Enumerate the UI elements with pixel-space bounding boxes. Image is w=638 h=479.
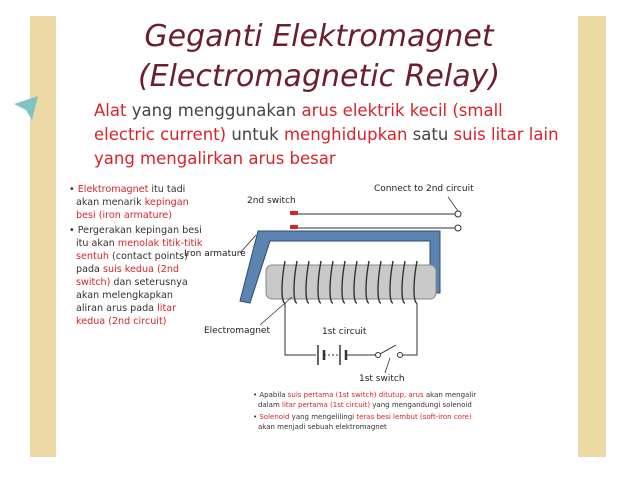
intro-text: suis litar lain yang mengalirkan arus besar bbox=[94, 125, 559, 168]
note-text: litar pertama (1st circuit) bbox=[282, 401, 371, 409]
label-1st-switch: 1st switch bbox=[359, 374, 405, 384]
label-2nd-switch: 2nd switch bbox=[247, 196, 296, 206]
note-text: yang mengelilingi bbox=[289, 413, 357, 421]
note-text: teras besi lembut (soft-iron core) bbox=[356, 413, 472, 421]
terminal bbox=[455, 225, 461, 231]
note-text: suis pertama (1st switch) ditutup, arus bbox=[287, 391, 424, 399]
note-item: • Apabila suis pertama (1st switch) ditutup, arus akan mengalir dalam litar pertama (1st circuit) yang mengandungi solenoid bbox=[253, 391, 477, 409]
label-electromagnet: Electromagnet bbox=[204, 326, 270, 336]
bullet-text: Pergerakan kepingan besi itu akan bbox=[76, 225, 202, 249]
arrow-decoration-icon bbox=[12, 96, 42, 122]
slide-subtitle: (Electromagnetic Relay) bbox=[137, 59, 501, 94]
switch-terminal bbox=[398, 353, 403, 358]
contact-point bbox=[290, 211, 298, 215]
intro-text: satu bbox=[407, 125, 454, 144]
circuit-wire bbox=[403, 303, 417, 355]
bullet-text: dan seterusnya akan melengkapkan aliran arus pada bbox=[76, 277, 188, 314]
note-item: • Solenoid yang mengelilingi teras besi lembut (soft-iron core) akan menjadi sebuah elektromagnet bbox=[253, 413, 472, 431]
bullet-item: • Elektromagnet itu tadi akan menarik kepingan besi (iron armature) bbox=[69, 184, 189, 221]
slide-title: Geganti Elektromagnet bbox=[144, 19, 494, 54]
bullet-text: litar kedua (2nd circuit) bbox=[76, 303, 177, 327]
bullet-text: (contact points) pada bbox=[76, 251, 188, 275]
bullet-item: • Pergerakan kepingan besi itu akan menolak titik-titik sentuh (contact points) pada suis kedua (2nd switch) dan seterusnya akan melengkapkan aliran arus pada litar kedua (2nd circuit) bbox=[69, 225, 203, 327]
intro-text: menghidupkan bbox=[283, 125, 408, 144]
intro-text: arus elektrik kecil (small electric current) bbox=[94, 101, 503, 144]
note-text: yang mengandungi solenoid bbox=[370, 401, 472, 409]
note-text: Apabila bbox=[259, 391, 288, 399]
label-1st-circuit: 1st circuit bbox=[322, 327, 367, 337]
contact-point bbox=[290, 225, 298, 229]
terminal bbox=[455, 211, 461, 217]
bullet-text: menolak titik-titik sentuh bbox=[76, 238, 203, 262]
bullet-text: kepingan besi (iron armature) bbox=[76, 197, 189, 221]
first-switch-lever bbox=[380, 345, 396, 354]
switch-pointer bbox=[385, 358, 390, 373]
iron-core bbox=[266, 265, 436, 299]
intro-text: Alat bbox=[94, 101, 127, 120]
circuit-wire bbox=[285, 303, 316, 355]
intro-text: yang menggunakan bbox=[126, 101, 302, 120]
connect-pointer bbox=[448, 197, 458, 211]
bullet-list bbox=[68, 183, 203, 330]
note-text: akan menjadi sebuah elektromagnet bbox=[258, 423, 387, 431]
label-connect-2nd-circuit: Connect to 2nd circuit bbox=[374, 184, 474, 194]
label-iron-armature: Iron armature bbox=[184, 249, 246, 259]
bullet-text: itu tadi akan menarik bbox=[76, 184, 186, 208]
note-text: akan mengalir dalam bbox=[258, 391, 477, 409]
notes-list bbox=[252, 390, 482, 434]
switch-terminal bbox=[376, 353, 381, 358]
note-text: Solenoid bbox=[259, 413, 290, 421]
intro-text: untuk bbox=[226, 125, 284, 144]
relay-diagram bbox=[200, 185, 470, 390]
bullet-text: suis kedua (2nd switch) bbox=[76, 264, 180, 288]
intro-paragraph bbox=[94, 99, 564, 171]
electromagnet-pointer bbox=[260, 297, 292, 325]
bullet-text: Elektromagnet bbox=[77, 184, 149, 195]
